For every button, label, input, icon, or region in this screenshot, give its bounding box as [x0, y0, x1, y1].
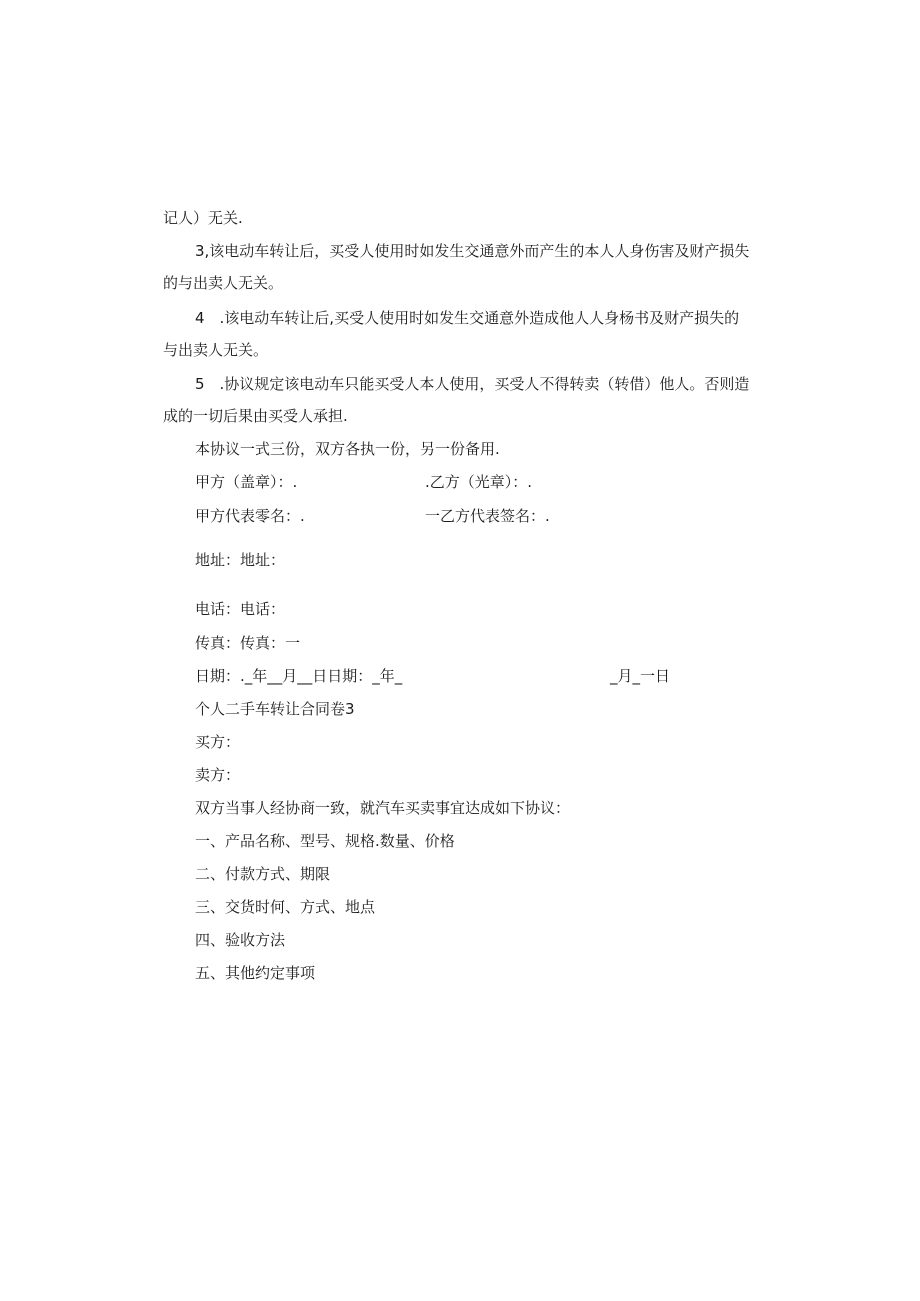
list-item-5: 五、其他约定事项: [195, 964, 316, 982]
seller-line: 卖方：: [195, 766, 241, 784]
fax-line: 传真：传真：一: [195, 634, 301, 652]
party-a-seal: 甲方（盖章）：.: [195, 473, 298, 491]
clause-4-line-2: 与出卖人无关。: [163, 341, 269, 359]
party-b-seal: .乙方（光章）：.: [425, 473, 533, 491]
section-title: 个人二手车转让合同卷3: [195, 700, 355, 718]
party-b-representative: 一乙方代表签名：.: [425, 507, 550, 525]
list-item-1: 一、产品名称、型号、规格.数量、价格: [195, 832, 455, 850]
party-a-representative: 甲方代表零名：.: [195, 507, 305, 525]
list-item-4: 四、验收方法: [195, 931, 286, 949]
date-line-left: 日期：._年__月__日日期：_年_: [195, 667, 403, 685]
agreement-intro: 双方当事人经协商一致，就汽车买卖事宜达成如下协议：: [195, 799, 571, 817]
clause-3-line-2: 的与出卖人无关。: [163, 274, 284, 292]
clause-5-line-2: 成的一切后果由买受人承担.: [163, 407, 348, 425]
list-item-2: 二、付款方式、期限: [195, 865, 331, 883]
clause-4-line-1: 4 .该电动车转让后,买受人使用时如发生交通意外造成他人人身杨书及财产损失的: [195, 309, 740, 327]
clause-3-line-1: 3,该电动车转让后，买受人使用时如发生交通意外而产生的本人人身伤害及财产损失: [195, 242, 750, 260]
list-item-3: 三、交货时何、方式、地点: [195, 898, 376, 916]
date-line-right: _月_一日: [610, 667, 671, 685]
copies-statement: 本协议一式三份，双方各执一份，另一份备用.: [195, 440, 500, 458]
buyer-line: 买方：: [195, 733, 241, 751]
clause-5-line-1: 5 .协议规定该电动车只能买受人本人使用，买受人不得转卖（转借）他人。否则造: [195, 375, 750, 393]
paragraph-line: 记人）无关.: [163, 209, 243, 227]
address-line: 地址：地址：: [195, 551, 286, 569]
phone-line: 电话：电话：: [195, 600, 286, 618]
